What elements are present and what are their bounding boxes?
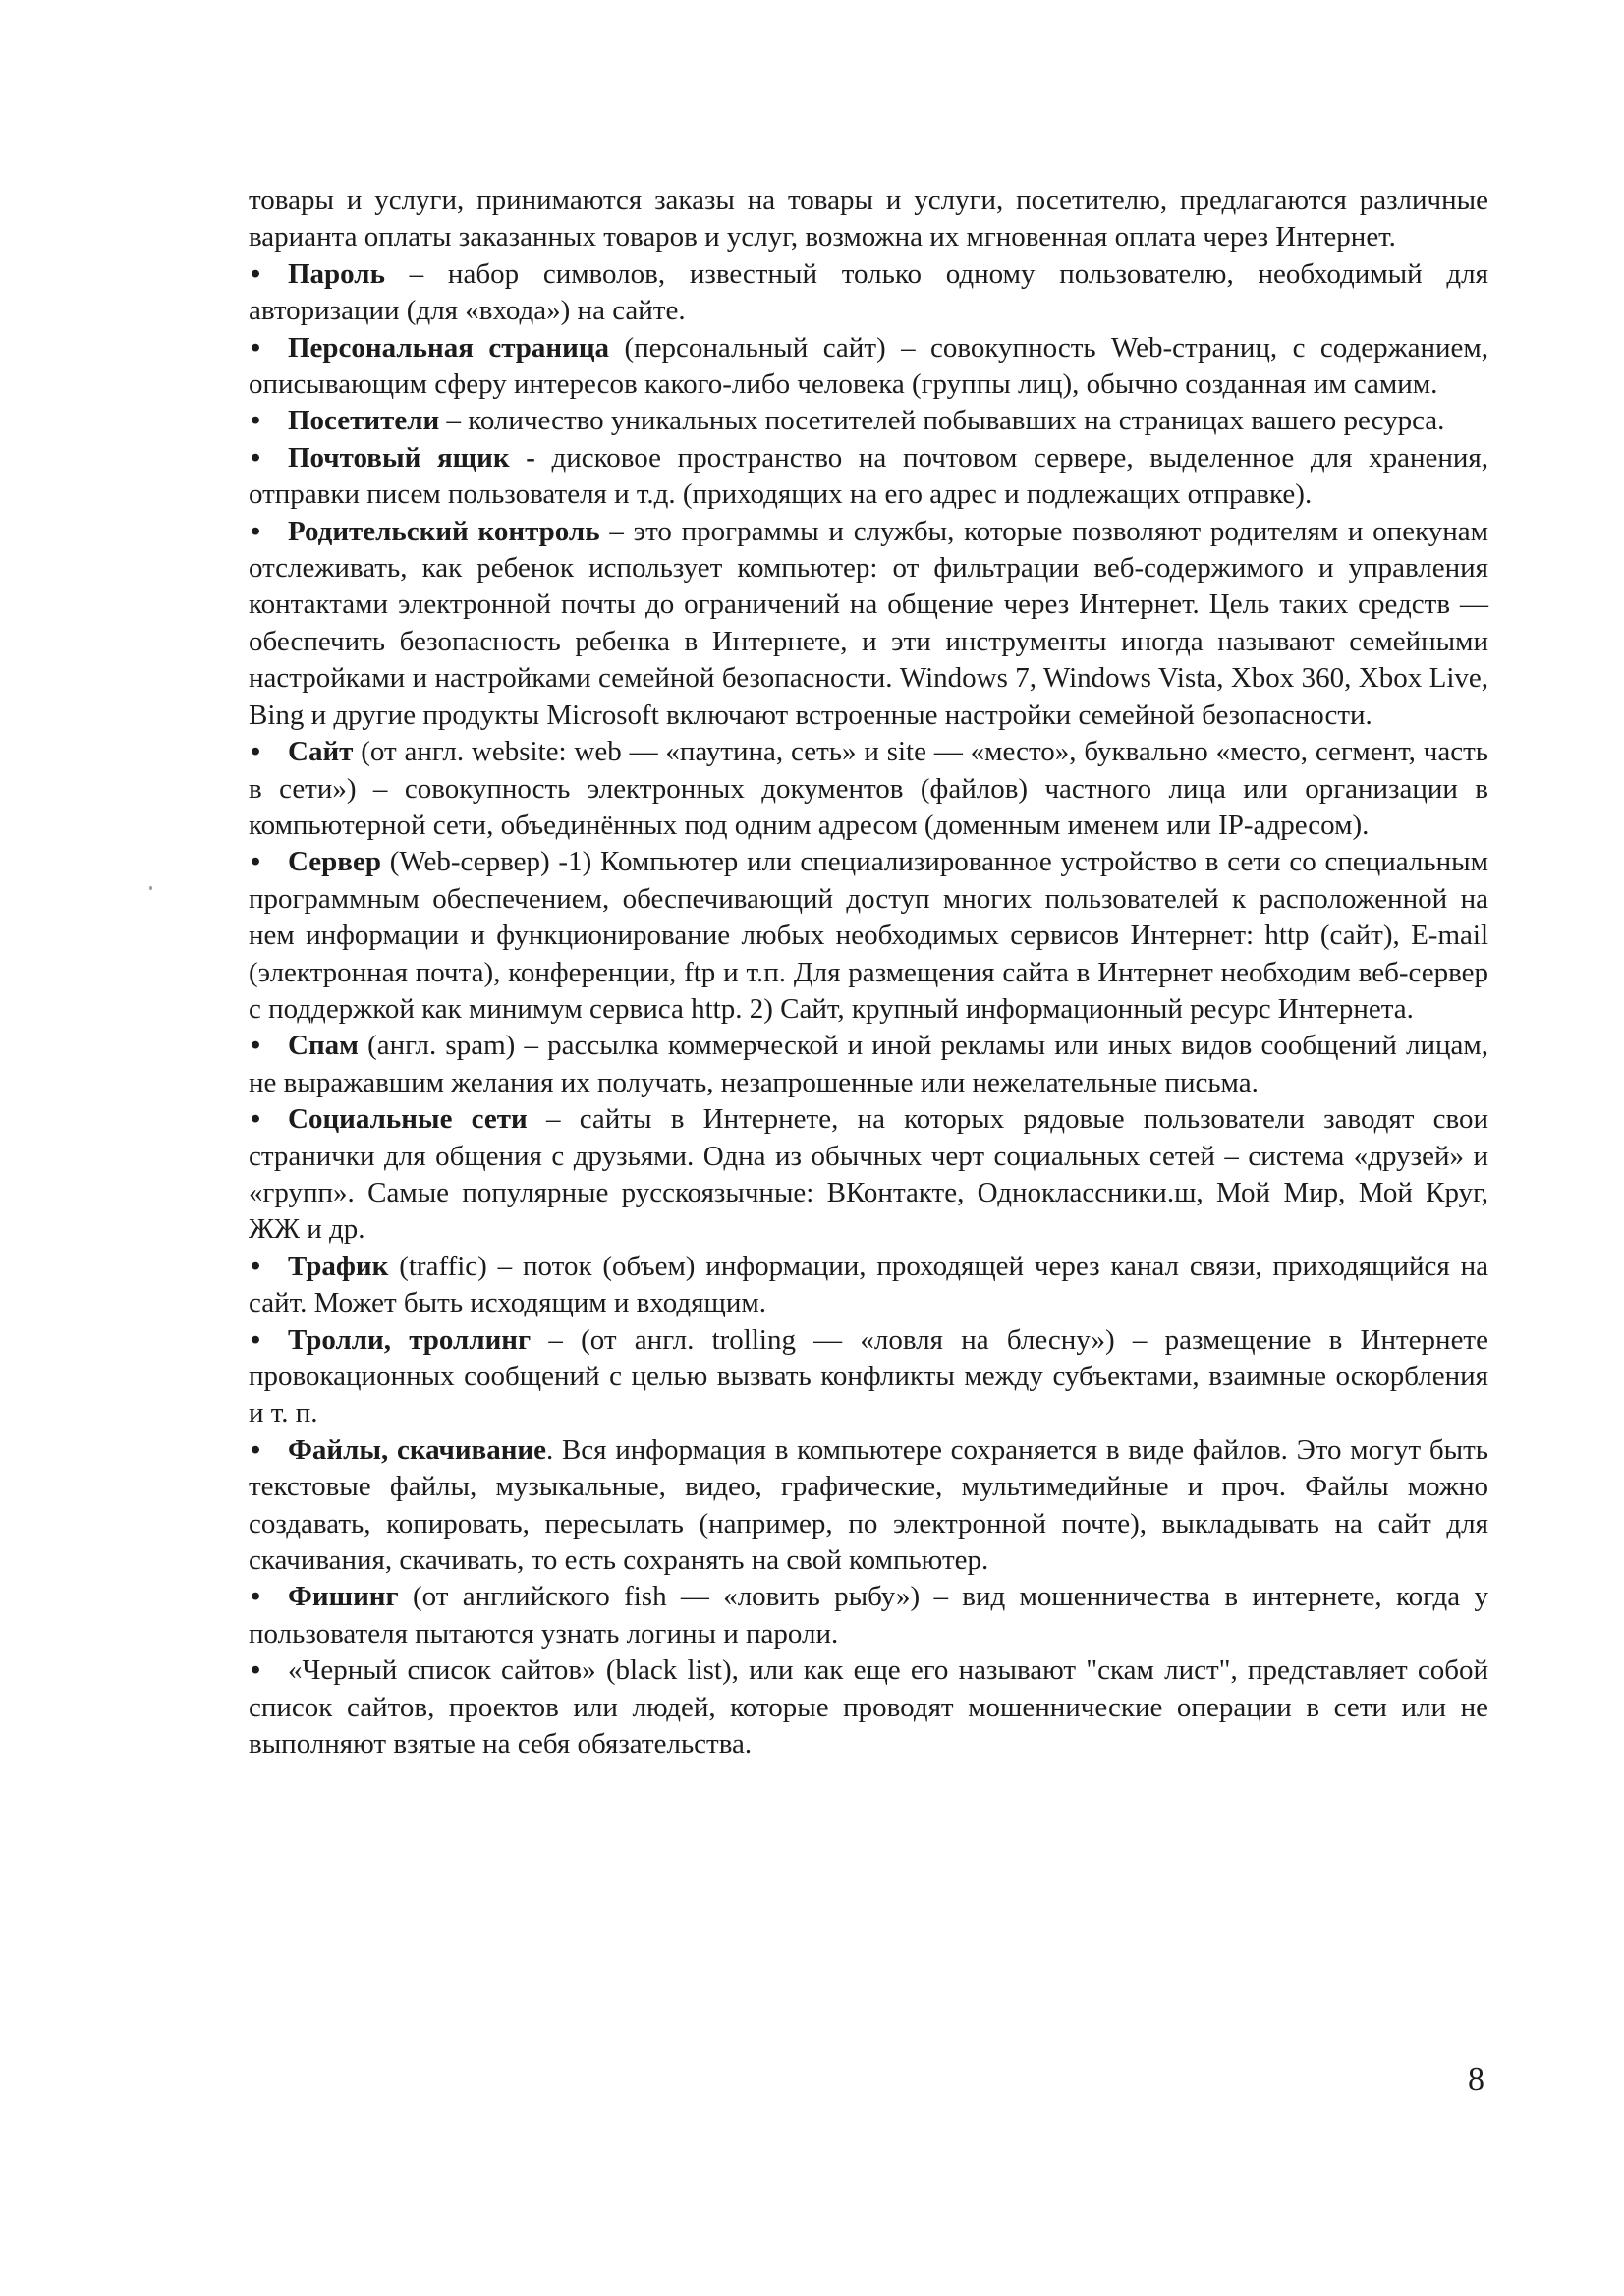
bullet-icon: • (251, 736, 261, 768)
bullet-icon: • (251, 441, 261, 474)
entry-text: «Черный список сайтов» (black list), или как еще его называют "скам лист", представляет собой список сайтов, проектов или людей, которые проводят мошеннические операции в сети или не выполняют взятые на себя обязательства. (249, 1654, 1488, 1761)
margin-speck (149, 886, 152, 890)
entry-text: (англ. spam) – рассылка коммерческой и иной рекламы или иных видов сообщений лицам, не выражавшим желания их получать, незапрошенные или нежелательные письма. (249, 1030, 1488, 1098)
entry-term: Фишинг (288, 1581, 399, 1613)
entry-text: – сайты в Интернете, на которых рядовые пользователи заводят свои странички для общения с друзьями. Одна из обычных черт социальных сетей – система «друзей» и «групп». Самые популярные русскоязычные: ВКонтакте, Одноклассники.ш, Мой Мир, Мой Круг, ЖЖ и др. (249, 1103, 1488, 1246)
bullet-icon: • (251, 257, 261, 290)
bullet-icon: • (251, 1323, 261, 1356)
entry-text: (от английского fish — «ловить рыбу») – вид мошенничества в интернете, когда у пользователя пытаются узнать логины и пароли. (249, 1581, 1488, 1650)
bullet-icon: • (251, 1250, 261, 1282)
glossary-entry (249, 1249, 1488, 1322)
glossary-entry (249, 1579, 1488, 1652)
bullet-icon: • (251, 1581, 261, 1613)
glossary-entry (249, 1652, 1488, 1763)
bullet-icon: • (251, 331, 261, 364)
bullet-icon: • (251, 1654, 261, 1687)
glossary-entry (249, 514, 1488, 734)
glossary-entry (249, 256, 1488, 330)
glossary-entry (249, 1028, 1488, 1101)
bullet-icon: • (251, 515, 261, 547)
entry-text: – набор символов, известный только одному пользователю, необходимый для авторизации (для «входа») на сайте. (249, 257, 1488, 327)
entry-text: (персональный сайт) – совокупность Web-страниц, с содержанием, описывающим сферу интересов какого-либо человека (группы лиц), обычно созданная им самим. (249, 331, 1488, 401)
bullet-icon: • (251, 1103, 261, 1136)
bullet-icon: • (251, 1433, 261, 1466)
intro-paragraph: товары и услуги, принимаются заказы на товары и услуги, посетителю, предлагаются различные варианта оплаты заказанных товаров и услуг, возможна их мгновенная оплата через Интернет. (249, 185, 1488, 253)
entry-text: (Web-сервер) -1) Компьютер или специализированное устройство в сети со специальным программным обеспечением, обеспечивающий доступ многих пользователей к расположенной на нем информации и функционирование любых необходимых сервисов Интернет: http (сайт), E-mail (электронная почта), конференции, ftp и т.п. Для размещения сайта в Интернет необходим веб-сервер с поддержкой как минимум сервиса http. 2) Сайт, крупный информационный ресурс Интернета. (249, 846, 1488, 1025)
glossary-list (249, 256, 1488, 1764)
entry-term: Пароль (288, 257, 385, 290)
entry-text: . Вся информация в компьютере сохраняется в виде файлов. Это могут быть текстовые файлы, музыкальные, видео, графические, мультимедийные и проч. Файлы можно создавать, копировать, пересылать (например, по электронной почте), выкладывать на сайт для скачивания, скачивать, то есть сохранять на свой компьютер. (249, 1433, 1488, 1577)
glossary-entry (249, 330, 1488, 404)
entry-term: Тролли, троллинг (288, 1323, 532, 1356)
glossary-entry (249, 440, 1488, 514)
bullet-icon: • (251, 1030, 261, 1062)
entry-text: (от англ. website: web — «паутина, сеть» и site — «место», буквально «место, сегмент, часть в сети») – совокупность электронных документов (файлов) частного лица или организации в компьютерной сети, объединённых под одним адресом (доменным именем или IP-адресом). (249, 736, 1488, 841)
entry-text: – (от англ. trolling — «ловля на блесну») – размещение в Интернете провокационных сообщений с целью вызвать конфликты между субъектами, взаимные оскорбления и т. п. (249, 1323, 1488, 1429)
glossary-entry (249, 734, 1488, 844)
entry-term: Сервер (288, 846, 381, 878)
entry-term: Сайт (288, 736, 354, 768)
entry-term: Почтовый ящик - (288, 441, 535, 474)
entry-term: Персональная страница (288, 331, 610, 364)
bullet-icon: • (251, 846, 261, 878)
glossary-entry (249, 403, 1488, 439)
entry-term: Спам (288, 1030, 359, 1062)
entry-text: дисковое пространство на почтовом сервере, выделенное для хранения, отправки писем пользователя и т.д. (приходящих на его адрес и подлежащих отправке). (249, 441, 1488, 511)
document-page (249, 183, 1488, 1763)
entry-term: Файлы, скачивание (288, 1433, 546, 1466)
glossary-entry (249, 1322, 1488, 1432)
page-number: 8 (1468, 2061, 1484, 2098)
entry-text: – это программы и службы, которые позволяют родителям и опекунам отслеживать, как ребенок использует компьютер: от фильтрации веб-содержимого и управления контактами электронной почты до ограничений на общение через Интернет. Цель таких средств — обеспечить безопасность ребенка в Интернете, и эти инструменты иногда называют семейными настройками и настройками семейной безопасности. Windows 7, Windows Vista, Xbox 360, Xbox Live, Bing и другие продукты Microsoft включают встроенные настройки семейной безопасности. (249, 515, 1488, 731)
glossary-entry (249, 844, 1488, 1028)
entry-term: Посетители (288, 405, 440, 437)
bullet-icon: • (251, 405, 261, 437)
entry-term: Трафик (288, 1250, 389, 1282)
entry-text: (traffic) – поток (объем) информации, проходящей через канал связи, приходящийся на сайт. Может быть исходящим и входящим. (249, 1250, 1488, 1319)
glossary-entry (249, 1101, 1488, 1249)
entry-term: Родительский контроль (288, 515, 600, 547)
glossary-entry (249, 1432, 1488, 1580)
entry-text: – количество уникальных посетителей побывавших на страницах вашего ресурса. (439, 405, 1445, 437)
entry-term: Социальные сети (288, 1103, 528, 1136)
